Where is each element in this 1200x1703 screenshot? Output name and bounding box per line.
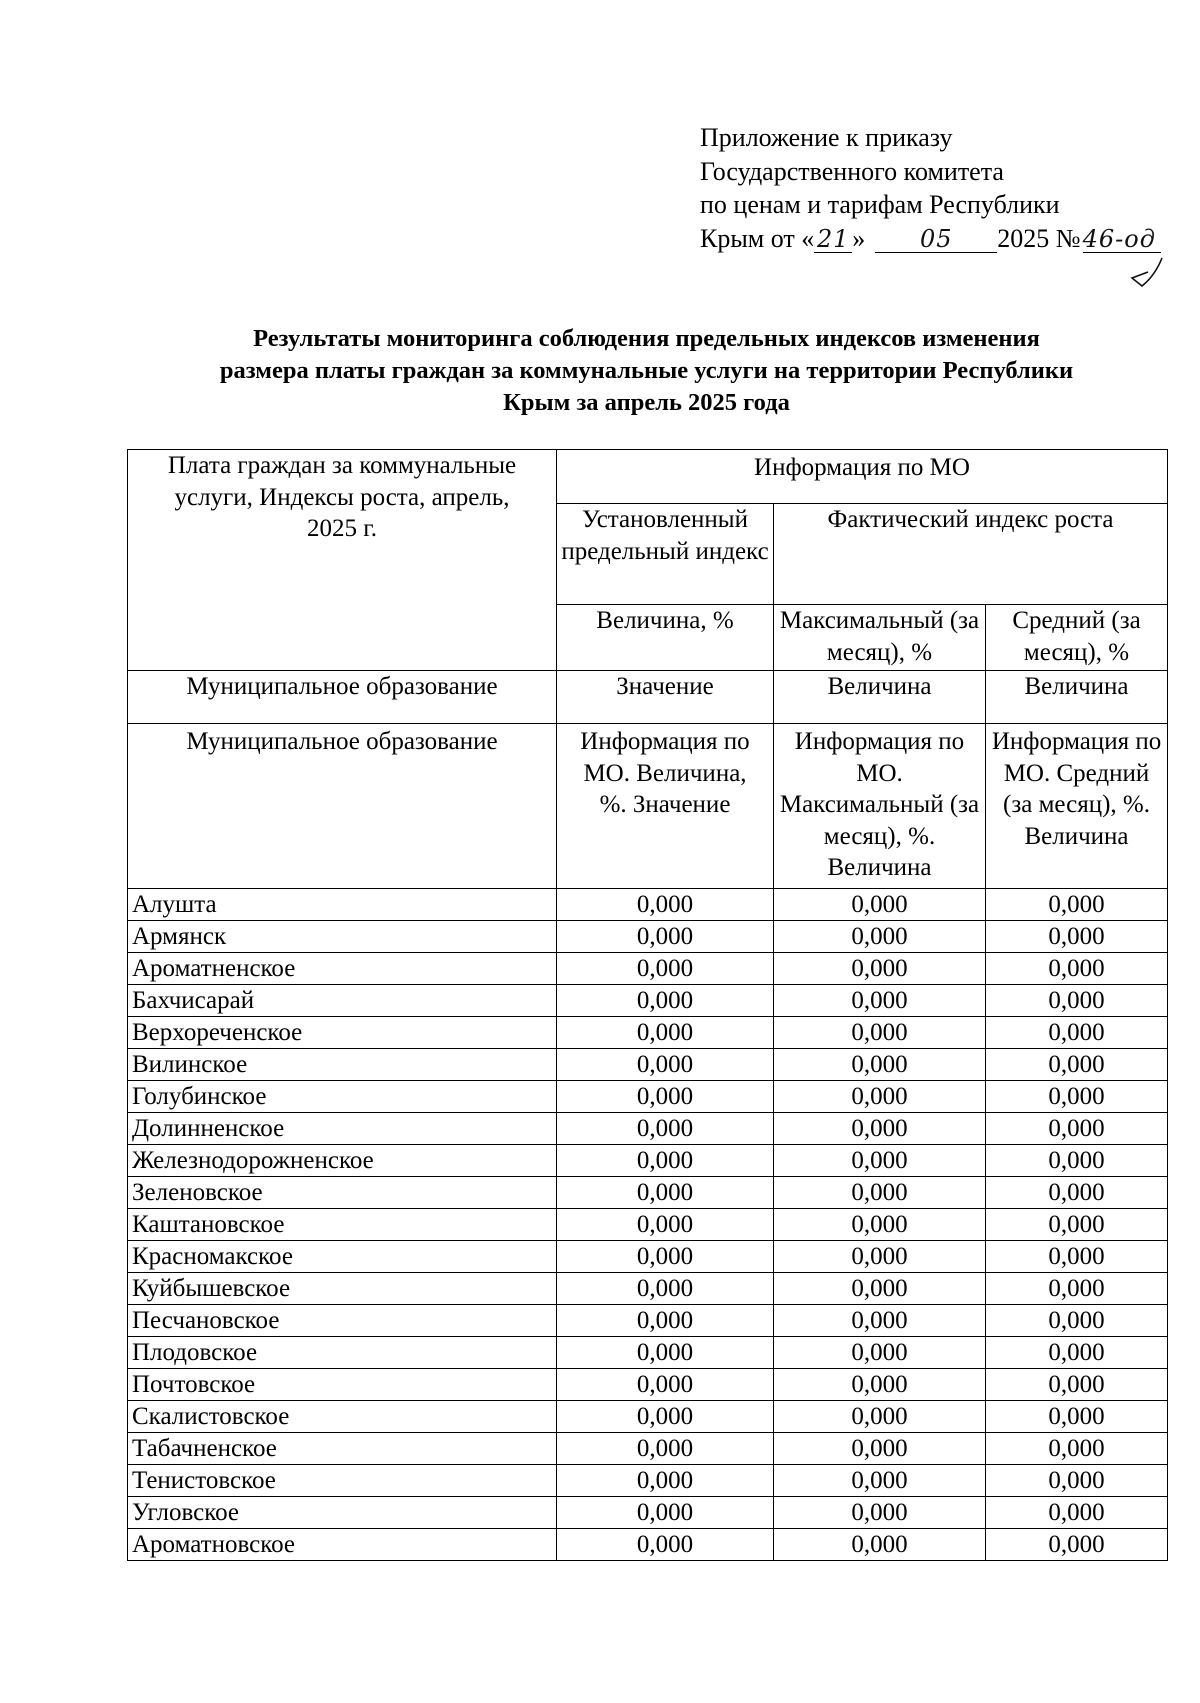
municipality-name: Табачненское: [128, 1433, 557, 1465]
avg-index-value: 0,000: [986, 1465, 1168, 1497]
table-row: [128, 1177, 1168, 1209]
table-row: [128, 1433, 1168, 1465]
order-year-number-label: 2025 №: [997, 223, 1081, 253]
header-magnitude-label-avg: Величина: [986, 671, 1168, 724]
table-row: [128, 1113, 1168, 1145]
limit-index-value: 0,000: [557, 1145, 774, 1177]
order-number-handwritten: 46-од: [1083, 226, 1161, 253]
max-index-value: 0,000: [774, 1241, 986, 1273]
table-row: [128, 1497, 1168, 1529]
municipality-name: Плодовское: [128, 1337, 557, 1369]
appendix-line-1: Приложение к приказу: [700, 123, 953, 152]
avg-index-value: 0,000: [986, 1401, 1168, 1433]
avg-index-value: 0,000: [986, 1337, 1168, 1369]
order-date-quote: »: [852, 223, 866, 253]
avg-index-value: 0,000: [986, 1081, 1168, 1113]
avg-index-value: 0,000: [986, 1113, 1168, 1145]
max-index-value: 0,000: [774, 1017, 986, 1049]
table-row: [128, 1241, 1168, 1273]
table-row: [128, 1337, 1168, 1369]
table-row: [128, 1369, 1168, 1401]
table-row: [128, 1145, 1168, 1177]
avg-index-value: 0,000: [986, 1273, 1168, 1305]
max-index-value: 0,000: [774, 1273, 986, 1305]
avg-index-value: 0,000: [986, 1529, 1168, 1561]
avg-index-value: 0,000: [986, 1305, 1168, 1337]
max-index-value: 0,000: [774, 1305, 986, 1337]
title-line-3: Крым за апрель 2025 года: [503, 389, 790, 416]
municipality-name: Каштановское: [128, 1209, 557, 1241]
municipality-name: Долинненское: [128, 1113, 557, 1145]
table-row: [128, 1273, 1168, 1305]
monitoring-table: [127, 449, 1168, 1561]
title-line-1: Результаты мониторинга соблюдения предельных индексов изменения: [253, 325, 1040, 352]
avg-index-value: 0,000: [986, 889, 1168, 921]
limit-index-value: 0,000: [557, 1433, 774, 1465]
limit-index-value: 0,000: [557, 1177, 774, 1209]
limit-index-value: 0,000: [557, 1081, 774, 1113]
avg-index-value: 0,000: [986, 1497, 1168, 1529]
header-set-limit: Установленный предельный индекс: [557, 504, 774, 605]
header-magnitude-label-max: Величина: [774, 671, 986, 724]
header-value-pct: Величина, %: [557, 605, 774, 671]
municipality-name: Песчановское: [128, 1305, 557, 1337]
municipality-name: Угловское: [128, 1497, 557, 1529]
max-index-value: 0,000: [774, 1145, 986, 1177]
order-month-handwritten: 05: [875, 226, 997, 253]
max-index-value: 0,000: [774, 1081, 986, 1113]
limit-index-value: 0,000: [557, 1049, 774, 1081]
municipality-name: Железнодорожненское: [128, 1145, 557, 1177]
table-row: [128, 1017, 1168, 1049]
table-row: [128, 889, 1168, 921]
municipality-name: Тенистовское: [128, 1465, 557, 1497]
header-row-1: [128, 450, 1168, 504]
table-row: [128, 1209, 1168, 1241]
title-line-2: размера платы граждан за коммунальные услуги на территории Республики: [219, 357, 1074, 384]
avg-index-value: 0,000: [986, 1209, 1168, 1241]
max-index-value: 0,000: [774, 1465, 986, 1497]
table-row: [128, 1529, 1168, 1561]
limit-index-value: 0,000: [557, 1273, 774, 1305]
header-max-month: Максимальный (за месяц), %: [774, 605, 986, 671]
limit-index-value: 0,000: [557, 1369, 774, 1401]
document-title: [127, 323, 1166, 419]
header-row-5: [128, 724, 1168, 889]
limit-index-value: 0,000: [557, 1241, 774, 1273]
municipality-name: Голубинское: [128, 1081, 557, 1113]
limit-index-value: 0,000: [557, 953, 774, 985]
max-index-value: 0,000: [774, 1113, 986, 1145]
table-row: [128, 1465, 1168, 1497]
max-index-value: 0,000: [774, 1209, 986, 1241]
max-index-value: 0,000: [774, 921, 986, 953]
appendix-line-3: по ценам и тарифам Республики: [700, 190, 1060, 219]
max-index-value: 0,000: [774, 1401, 986, 1433]
appendix-line-4: [700, 222, 1161, 256]
municipality-name: Бахчисарай: [128, 985, 557, 1017]
limit-index-value: 0,000: [557, 1337, 774, 1369]
avg-index-value: 0,000: [986, 1241, 1168, 1273]
max-index-value: 0,000: [774, 1369, 986, 1401]
limit-index-value: 0,000: [557, 985, 774, 1017]
order-day-handwritten: 21: [814, 226, 852, 253]
header-row-4: [128, 671, 1168, 724]
table-row: [128, 985, 1168, 1017]
municipality-name: Ароматненское: [128, 953, 557, 985]
municipality-name: Скалистовское: [128, 1401, 557, 1433]
table-row: [128, 1081, 1168, 1113]
max-index-value: 0,000: [774, 953, 986, 985]
header-mo-label-2: Муниципальное образование: [128, 724, 557, 889]
max-index-value: 0,000: [774, 985, 986, 1017]
header-value-label: Значение: [557, 671, 774, 724]
avg-index-value: 0,000: [986, 921, 1168, 953]
municipality-name: Ароматновское: [128, 1529, 557, 1561]
max-index-value: 0,000: [774, 1337, 986, 1369]
municipality-name: Красномакское: [128, 1241, 557, 1273]
table-row: [128, 1305, 1168, 1337]
max-index-value: 0,000: [774, 1529, 986, 1561]
limit-index-value: 0,000: [557, 889, 774, 921]
municipality-name: Алушта: [128, 889, 557, 921]
header-combined-avg: Информация по МО. Средний (за месяц), %. Величина: [986, 724, 1168, 889]
municipality-name: Вилинское: [128, 1049, 557, 1081]
appendix-line-2: Государственного комитета: [700, 156, 1004, 186]
order-date-prefix: Крым от «: [700, 223, 815, 253]
limit-index-value: 0,000: [557, 921, 774, 953]
table-row: [128, 1049, 1168, 1081]
limit-index-value: 0,000: [557, 1529, 774, 1561]
table-row: [128, 953, 1168, 985]
municipality-name: Зеленовское: [128, 1177, 557, 1209]
municipality-name: Верхореченское: [128, 1017, 557, 1049]
max-index-value: 0,000: [774, 889, 986, 921]
municipality-name: Армянск: [128, 921, 557, 953]
header-combined-limit: Информация по МО. Величина, %. Значение: [557, 724, 774, 889]
max-index-value: 0,000: [774, 1497, 986, 1529]
avg-index-value: 0,000: [986, 985, 1168, 1017]
limit-index-value: 0,000: [557, 1209, 774, 1241]
municipality-name: Почтовское: [128, 1369, 557, 1401]
limit-index-value: 0,000: [557, 1465, 774, 1497]
header-combined-max: Информация по МО. Максимальный (за месяц), %. Величина: [774, 724, 986, 889]
limit-index-value: 0,000: [557, 1497, 774, 1529]
header-avg-month: Средний (за месяц), %: [986, 605, 1168, 671]
avg-index-value: 0,000: [986, 953, 1168, 985]
avg-index-value: 0,000: [986, 1177, 1168, 1209]
max-index-value: 0,000: [774, 1433, 986, 1465]
max-index-value: 0,000: [774, 1049, 986, 1081]
limit-index-value: 0,000: [557, 1017, 774, 1049]
avg-index-value: 0,000: [986, 1433, 1168, 1465]
municipality-name: Куйбышевское: [128, 1273, 557, 1305]
avg-index-value: 0,000: [986, 1369, 1168, 1401]
limit-index-value: 0,000: [557, 1401, 774, 1433]
limit-index-value: 0,000: [557, 1113, 774, 1145]
table-row: [128, 1401, 1168, 1433]
header-corner-cell: Плата граждан за коммунальные услуги, Индексы роста, апрель, 2025 г.: [128, 450, 557, 671]
table-row: [128, 921, 1168, 953]
appendix-header: [700, 121, 1161, 255]
header-info-mo: Информация по МО: [557, 450, 1168, 504]
avg-index-value: 0,000: [986, 1145, 1168, 1177]
signature-flourish-icon: [1128, 256, 1168, 292]
avg-index-value: 0,000: [986, 1049, 1168, 1081]
avg-index-value: 0,000: [986, 1017, 1168, 1049]
header-actual-index: Фактический индекс роста: [774, 504, 1168, 605]
limit-index-value: 0,000: [557, 1305, 774, 1337]
header-mo-label: Муниципальное образование: [128, 671, 557, 724]
max-index-value: 0,000: [774, 1177, 986, 1209]
